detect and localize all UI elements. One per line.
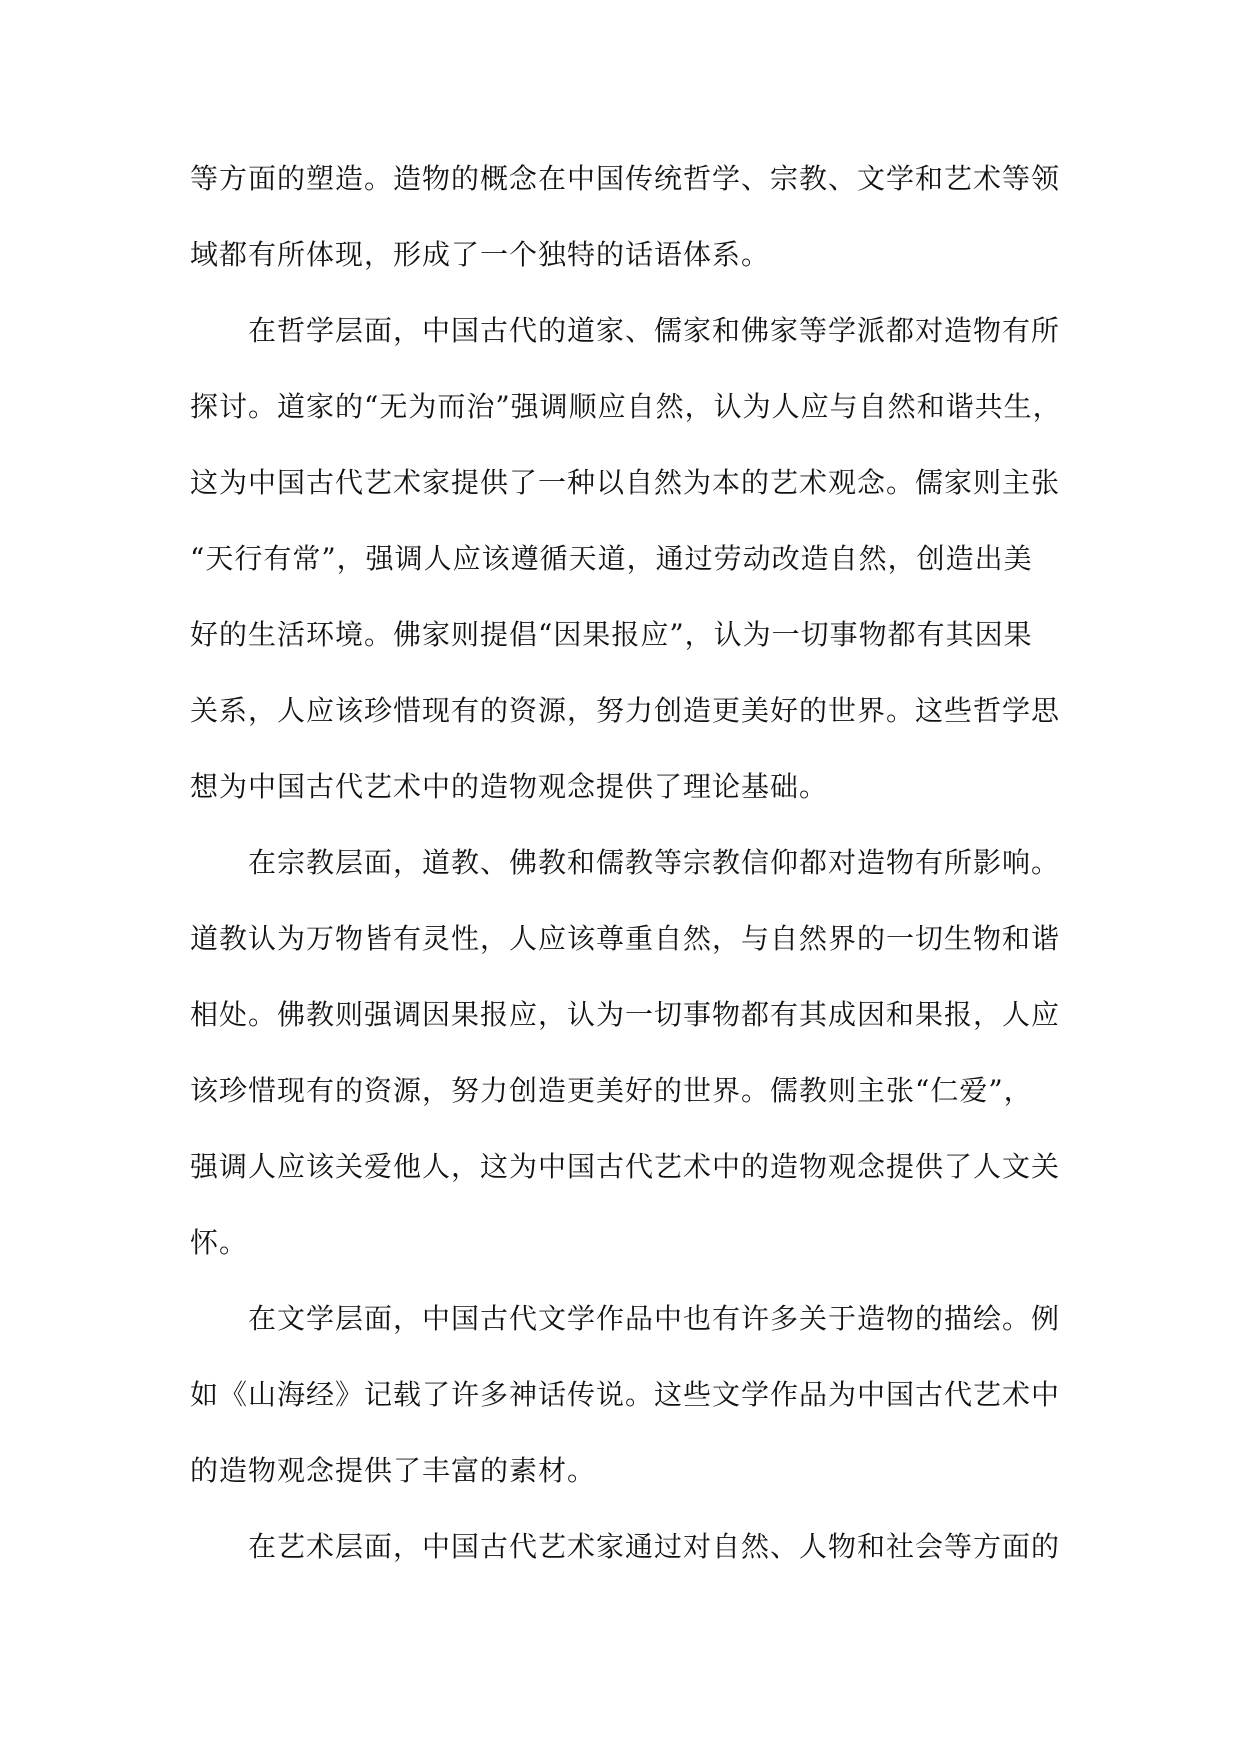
text-line: 怀。 xyxy=(190,1226,249,1259)
text-line: 探讨。道家的“无为而治”强调顺应自然，认为人应与自然和谐共生， xyxy=(190,390,1062,423)
paragraph-first-line: 在文学层面，中国古代文学作品中也有许多关于造物的描绘。例 xyxy=(248,1302,1061,1335)
paragraph-first-line: 在艺术层面，中国古代艺术家通过对自然、人物和社会等方面的 xyxy=(248,1530,1061,1563)
text-line: 等方面的塑造。造物的概念在中国传统哲学、宗教、文学和艺术等领 xyxy=(190,162,1061,195)
text-line: “天行有常”，强调人应该遵循天道，通过劳动改造自然，创造出美 xyxy=(190,542,1033,575)
text-line: 这为中国古代艺术家提供了一种以自然为本的艺术观念。儒家则主张 xyxy=(190,466,1061,499)
text-line: 关系，人应该珍惜现有的资源，努力创造更美好的世界。这些哲学思 xyxy=(190,694,1061,727)
text-line: 域都有所体现，形成了一个独特的话语体系。 xyxy=(190,238,771,271)
text-line: 想为中国古代艺术中的造物观念提供了理论基础。 xyxy=(190,770,829,803)
text-line: 该珍惜现有的资源，努力创造更美好的世界。儒教则主张“仁爱”， xyxy=(190,1074,1033,1107)
body-text xyxy=(190,141,1062,1585)
text-line: 如《山海经》记载了许多神话传说。这些文学作品为中国古代艺术中 xyxy=(190,1378,1061,1411)
text-line: 强调人应该关爱他人，这为中国古代艺术中的造物观念提供了人文关 xyxy=(190,1150,1061,1183)
text-line: 相处。佛教则强调因果报应，认为一切事物都有其成因和果报，人应 xyxy=(190,998,1061,1031)
text-line: 的造物观念提供了丰富的素材。 xyxy=(190,1454,597,1487)
paragraph-first-line: 在哲学层面，中国古代的道家、儒家和佛家等学派都对造物有所 xyxy=(248,314,1061,347)
paragraph-first-line: 在宗教层面，道教、佛教和儒教等宗教信仰都对造物有所影响。 xyxy=(248,846,1061,879)
text-line: 好的生活环境。佛家则提倡“因果报应”，认为一切事物都有其因果 xyxy=(190,618,1033,651)
text-line: 道教认为万物皆有灵性，人应该尊重自然，与自然界的一切生物和谐 xyxy=(190,922,1061,955)
